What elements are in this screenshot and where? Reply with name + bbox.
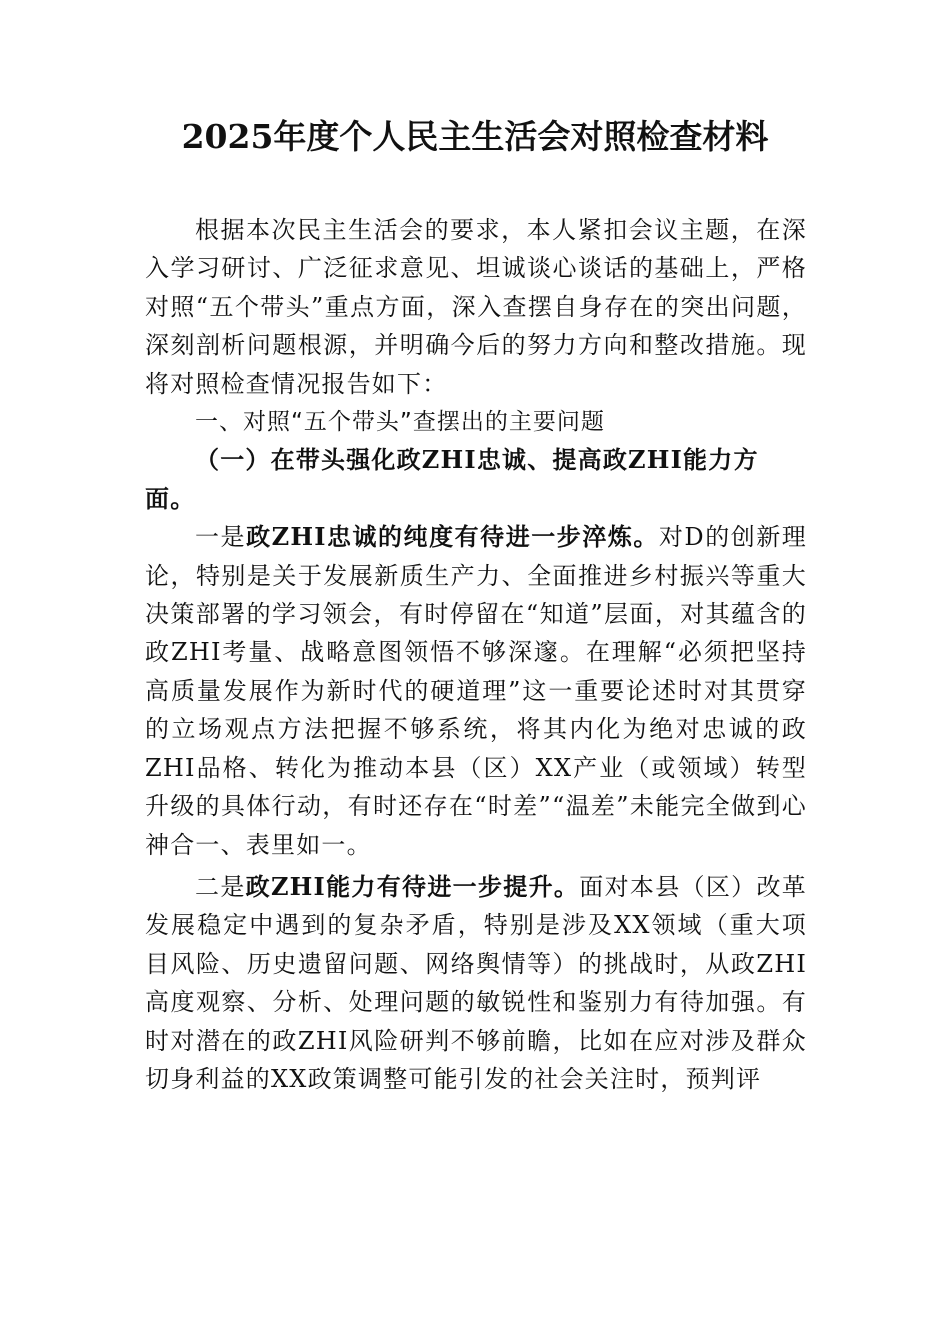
point-one-emphasis: 政ZHI忠诚的纯度有待进一步淬炼。	[246, 522, 659, 552]
document-title: 2025年度个人民主生活会对照检查材料	[181, 117, 769, 156]
point-two-lead: 二是	[195, 872, 246, 901]
intro-paragraph: 根据本次民主生活会的要求，本人紧扣会议主题，在深入学习研讨、广泛征求意见、坦诚谈心谈话的基础上，严格对照“五个带头”重点方面，深入查摆自身存在的突出问题，深刻剖析问题根源，并明确今后的努力方向和整改措施。现将对照检查情况报告如下：	[145, 216, 807, 398]
document-body	[145, 211, 807, 1098]
point-two-paragraph	[145, 868, 807, 1098]
subsection-heading: （一）在带头强化政ZHI忠诚、提高政ZHI能力方面。	[145, 445, 759, 513]
section-heading: 一、对照“五个带头”查摆出的主要问题	[195, 409, 605, 436]
point-one-text: 对D的创新理论，特别是关于发展新质生产力、全面推进乡村振兴等重大决策部署的学习领会，有时停留在“知道”层面，对其蕴含的政ZHI考量、战略意图领悟不够深邃。在理解“必须把坚持高质量发展作为新时代的硬道理”这一重要论述时对其贯穿的立场观点方法把握不够系统，将其内化为绝对忠诚的政ZHI品格、转化为推动本县（区）XX产业（或领域）转型升级的具体行动，有时还存在“时差”“温差”未能完全做到心神合一、表里如一。	[145, 523, 807, 859]
point-two-text: 面对本县（区）改革发展稳定中遇到的复杂矛盾，特别是涉及XX领域（重大项目风险、历史遗留问题、网络舆情等）的挑战时，从政ZHI高度观察、分析、处理问题的敏锐性和鉴别力有待加强。有时对潜在的政ZHI风险研判不够前瞻，比如在应对涉及群众切身利益的XX政策调整可能引发的社会关注时，预判评	[145, 872, 807, 1093]
point-one-lead: 一是	[195, 523, 247, 552]
point-two-emphasis: 政ZHI能力有待进一步提升。	[245, 871, 580, 901]
point-one-paragraph	[145, 518, 807, 864]
